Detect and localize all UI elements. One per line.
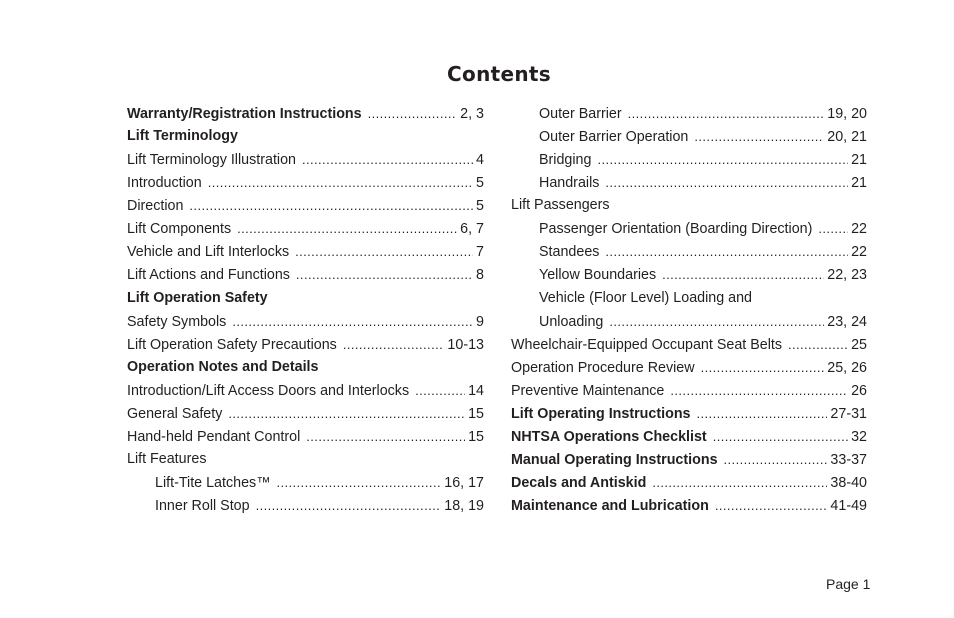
toc-entry-page: 4 (476, 152, 484, 169)
toc-entry-page: 23, 24 (827, 313, 867, 330)
dot-leader (189, 194, 473, 217)
toc-entry-page: 16, 17 (444, 475, 484, 491)
toc-entry-page: 9 (476, 313, 484, 330)
toc-entry-page: 20, 21 (827, 129, 867, 146)
page-title: Contents (447, 62, 551, 86)
toc-entry-page: 10-13 (447, 336, 484, 353)
toc-entry-title: Preventive Maintenance (511, 382, 665, 399)
toc-entry-page: 15 (468, 405, 484, 422)
dot-leader (276, 471, 441, 494)
toc-entry-page: 27-31 (830, 405, 867, 422)
toc-entry (511, 125, 867, 148)
toc-entry-page: 18, 19 (444, 498, 484, 515)
dot-leader (697, 402, 828, 425)
toc-entry-title: Inner Roll Stop (155, 498, 250, 515)
toc-entry (127, 425, 484, 448)
dot-leader (232, 310, 473, 333)
toc-entry-page: 21 (851, 175, 867, 192)
toc-entry-page: 33-37 (830, 451, 867, 468)
dot-leader (415, 379, 465, 402)
toc-entry (127, 263, 484, 286)
dot-leader (662, 263, 824, 286)
toc-entry-title: Introduction/Lift Access Doors and Interlocks (127, 382, 410, 399)
toc-entry-page: 22 (851, 244, 867, 261)
dot-leader (343, 333, 445, 356)
toc-entry (127, 333, 484, 356)
toc-entry-title: Vehicle (Floor Level) Loading and (539, 289, 753, 306)
toc-entry (511, 402, 867, 425)
toc-entry (127, 148, 484, 171)
toc-entry-page: 19, 20 (827, 106, 867, 122)
toc-entry (127, 287, 484, 310)
toc-entry (127, 217, 484, 240)
toc-entry-title: Yellow Boundaries (539, 267, 657, 284)
toc-entry-title: Unloading (539, 313, 604, 330)
dot-leader (208, 171, 473, 194)
toc-entry (511, 471, 867, 494)
toc-entry (511, 356, 867, 379)
dot-leader (605, 171, 848, 194)
toc-entry-page: 25 (851, 336, 867, 353)
toc-entry (127, 102, 484, 125)
toc-entry-page: 15 (468, 428, 484, 445)
toc-entry (127, 194, 484, 217)
dot-leader (609, 310, 824, 333)
dot-leader (715, 494, 828, 517)
toc-entry-title: Lift Features (127, 450, 207, 467)
toc-entry (511, 171, 867, 194)
dot-leader (368, 102, 458, 125)
toc-entry-title: Warranty/Registration Instructions (127, 106, 362, 122)
toc-entry-title: Operation Procedure Review (511, 359, 695, 376)
toc-entry-page: 22 (851, 221, 867, 238)
dot-leader (306, 425, 465, 448)
toc-entry-title: Lift Terminology (127, 128, 238, 145)
toc-entry (511, 448, 867, 471)
toc-entry (511, 287, 867, 310)
toc-entry-title: Hand-held Pendant Control (127, 428, 301, 445)
toc-entry-title: Lift Passengers (511, 197, 610, 214)
dot-leader (605, 240, 848, 263)
toc-entry-title: Standees (539, 244, 600, 261)
toc-entry (511, 333, 867, 356)
toc-entry-title: Manual Operating Instructions (511, 451, 718, 468)
toc-entry (511, 263, 867, 286)
toc-right-column (511, 102, 867, 517)
dot-leader (302, 148, 473, 171)
toc-entry-title: Lift Operation Safety (127, 289, 268, 306)
toc-entry (127, 310, 484, 333)
toc-entry-page: 38-40 (830, 475, 867, 491)
toc-entry (127, 240, 484, 263)
toc-entry (127, 471, 484, 494)
toc-entry (127, 356, 484, 379)
toc-entry-page: 21 (851, 152, 867, 169)
toc-entry-title: Passenger Orientation (Boarding Direction) (539, 221, 813, 238)
toc-entry (511, 494, 867, 517)
toc-left-column (127, 102, 484, 517)
toc-entry-title: Outer Barrier Operation (539, 129, 689, 146)
toc-entry-page: 8 (476, 267, 484, 284)
toc-entry-title: Bridging (539, 152, 592, 169)
toc-entry (127, 402, 484, 425)
dot-leader (724, 448, 828, 471)
dot-leader (628, 102, 825, 125)
toc-entry (511, 102, 867, 125)
toc-entry (127, 379, 484, 402)
dot-leader (694, 125, 824, 148)
toc-entry (127, 494, 484, 517)
dot-leader (296, 263, 473, 286)
toc-entry (127, 171, 484, 194)
toc-entry (511, 310, 867, 333)
toc-entry-page: 5 (476, 175, 484, 192)
toc-entry-title: Lift Terminology Illustration (127, 152, 296, 169)
toc-entry-page: 32 (851, 428, 867, 445)
toc-entry-title: Lift Operating Instructions (511, 405, 691, 422)
dot-leader (237, 217, 457, 240)
toc-entry-title: Safety Symbols (127, 313, 227, 330)
dot-leader (295, 240, 473, 263)
dot-leader (788, 333, 848, 356)
toc-entry-page: 6, 7 (460, 221, 484, 238)
toc-entry-title: NHTSA Operations Checklist (511, 428, 707, 445)
toc-entry (511, 217, 867, 240)
toc-entry-page: 25, 26 (827, 359, 867, 376)
dot-leader (670, 379, 848, 402)
toc-entry (511, 240, 867, 263)
toc-entry-title: Handrails (539, 175, 600, 192)
dot-leader (701, 356, 825, 379)
dot-leader (256, 494, 442, 517)
toc-entry (511, 194, 867, 217)
dot-leader (228, 402, 465, 425)
toc-entry-title: General Safety (127, 405, 223, 422)
toc-entry-page: 2, 3 (460, 106, 484, 122)
toc-entry-title: Vehicle and Lift Interlocks (127, 244, 290, 261)
toc-entry-title: Operation Notes and Details (127, 358, 319, 375)
toc-entry-title: Introduction (127, 175, 202, 192)
toc-entry-title: Decals and Antiskid (511, 475, 647, 491)
toc-entry-title: Lift Actions and Functions (127, 267, 290, 284)
toc-entry-title: Outer Barrier (539, 106, 622, 122)
toc-entry-page: 7 (476, 244, 484, 261)
dot-leader (713, 425, 848, 448)
toc-entry (511, 148, 867, 171)
toc-entry-page: 22, 23 (827, 267, 867, 284)
toc-entry-page: 14 (468, 382, 484, 399)
toc-entry-title: Direction (127, 198, 184, 215)
toc-entry-title: Wheelchair-Equipped Occupant Seat Belts (511, 336, 782, 353)
toc-entry-title: Lift Operation Safety Precautions (127, 336, 337, 353)
dot-leader (597, 148, 848, 171)
toc-entry-title: Maintenance and Lubrication (511, 498, 709, 515)
toc-entry-title: Lift-Tite Latches™ (155, 475, 271, 491)
toc-entry-title: Lift Components (127, 221, 232, 238)
page-number: Page 1 (826, 576, 871, 592)
dot-leader (652, 471, 827, 494)
toc-entry (511, 425, 867, 448)
toc-entry (511, 379, 867, 402)
toc-entry-page: 5 (476, 198, 484, 215)
toc-entry (127, 125, 484, 148)
toc-entry-page: 41-49 (830, 498, 867, 515)
toc-entry-page: 26 (851, 382, 867, 399)
toc-entry (127, 448, 484, 471)
dot-leader (818, 217, 848, 240)
